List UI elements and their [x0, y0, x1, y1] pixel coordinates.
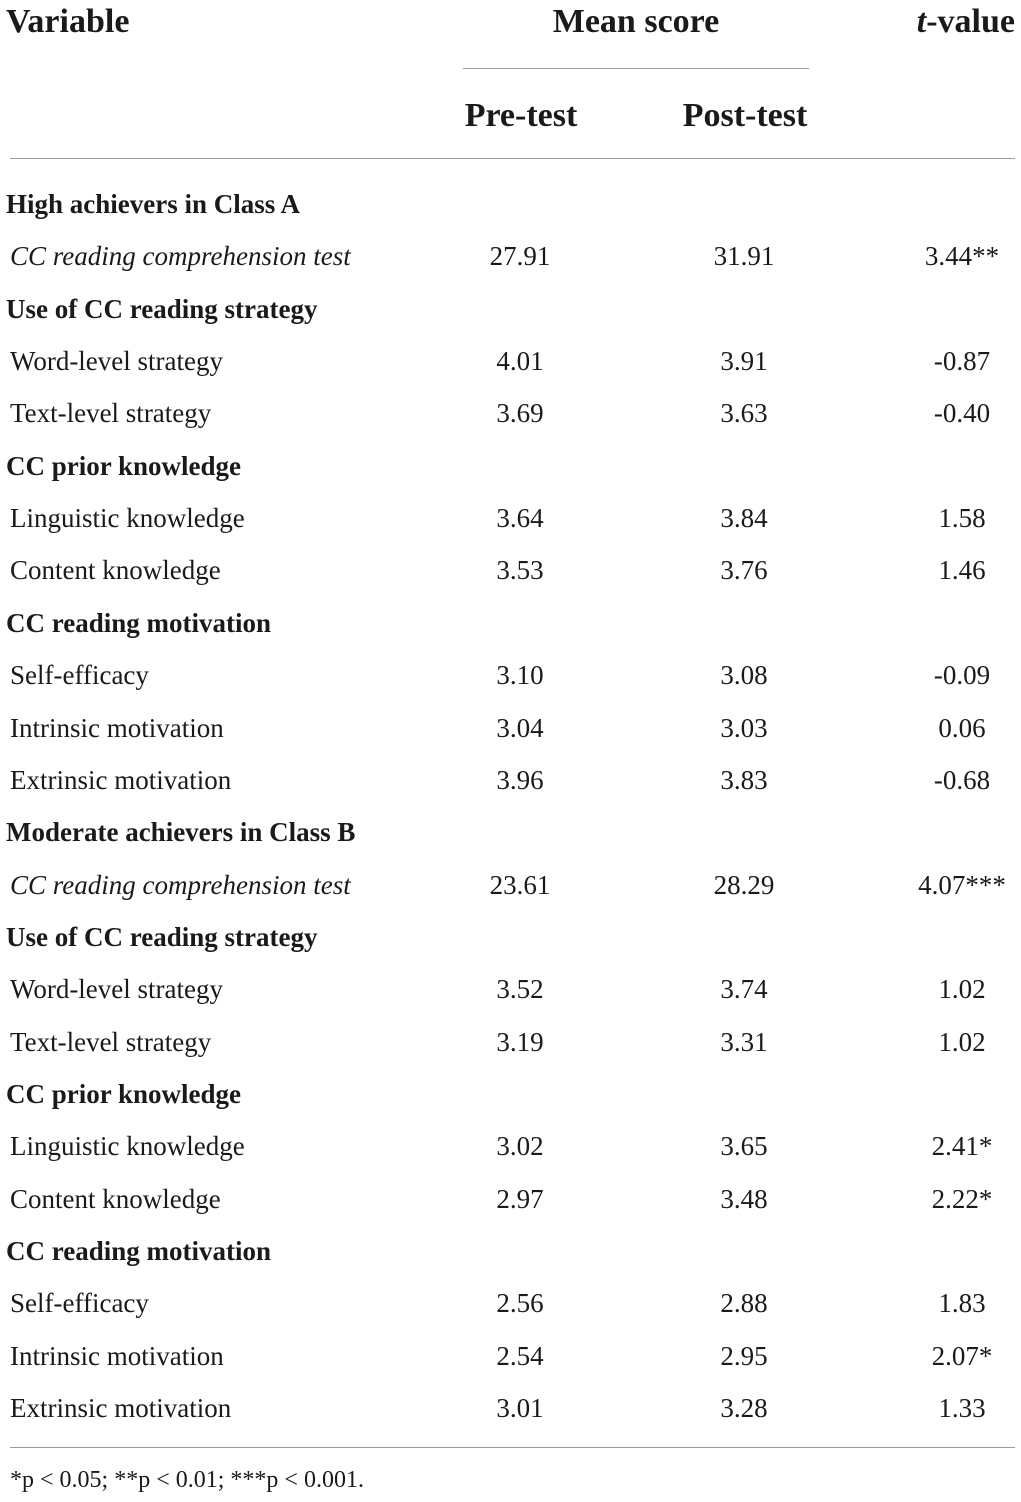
row-label: Content knowledge: [10, 555, 221, 585]
post-test-value: 28.29: [713, 870, 775, 900]
section-row: [0, 178, 1021, 230]
row-label: CC reading comprehension test: [10, 241, 351, 271]
table-row: [0, 1120, 1021, 1172]
table-row: [0, 649, 1021, 701]
post-test-value: 3.63: [720, 398, 768, 428]
t-value: 1.83: [938, 1288, 986, 1318]
table-row: [0, 859, 1021, 911]
pre-test-value: 3.52: [496, 974, 544, 1004]
table-row: [0, 754, 1021, 806]
t-value: 3.44**: [924, 241, 1000, 271]
section-label: CC prior knowledge: [6, 1079, 242, 1109]
post-test-value: 2.88: [720, 1288, 768, 1318]
pre-test-value: 3.53: [496, 555, 544, 585]
t-value: 0.06: [938, 713, 986, 743]
row-label: Word-level strategy: [10, 346, 223, 376]
header-t-italic: t: [916, 3, 927, 40]
post-test-value: 3.31: [720, 1027, 768, 1057]
pre-test-value: 2.54: [496, 1341, 544, 1371]
section-row: [0, 1225, 1021, 1277]
section-label: CC reading motivation: [6, 1236, 272, 1266]
header-mean-score: Mean score: [552, 3, 720, 40]
pre-test-value: 2.97: [496, 1184, 544, 1214]
t-value: -0.68: [933, 765, 991, 795]
t-value: -0.09: [933, 660, 991, 690]
post-test-value: 3.83: [720, 765, 768, 795]
table-row: [0, 1277, 1021, 1329]
row-label: Content knowledge: [10, 1184, 221, 1214]
section-label: CC reading motivation: [6, 608, 272, 638]
pre-test-value: 4.01: [496, 346, 544, 376]
table-row: [0, 1173, 1021, 1225]
header-divider: [10, 158, 1015, 159]
pre-test-value: 3.10: [496, 660, 544, 690]
table-row: [0, 1330, 1021, 1382]
t-value: 1.33: [938, 1393, 986, 1423]
row-label: Extrinsic motivation: [10, 765, 232, 795]
table-row: [0, 702, 1021, 754]
row-label: Text-level strategy: [10, 398, 212, 428]
section-label: Use of CC reading strategy: [6, 922, 318, 952]
post-test-value: 3.28: [720, 1393, 768, 1423]
t-value: -0.87: [933, 346, 991, 376]
t-value: 1.58: [938, 503, 986, 533]
pre-test-value: 23.61: [489, 870, 551, 900]
table-row: [0, 230, 1021, 282]
table-row: [0, 335, 1021, 387]
footnote: *p < 0.05; **p < 0.01; ***p < 0.001.: [10, 1467, 364, 1493]
post-test-value: 3.84: [720, 503, 768, 533]
t-value: -0.40: [933, 398, 991, 428]
t-value: 4.07***: [918, 870, 1006, 900]
row-label: Intrinsic motivation: [10, 713, 224, 743]
table-row: [0, 1382, 1021, 1434]
row-label: Text-level strategy: [10, 1027, 212, 1057]
row-label: Extrinsic motivation: [10, 1393, 232, 1423]
section-row: [0, 806, 1021, 858]
section-label: CC prior knowledge: [6, 451, 242, 481]
row-label: Linguistic knowledge: [10, 503, 245, 533]
post-test-value: 3.76: [720, 555, 768, 585]
section-row: [0, 283, 1021, 335]
row-label: Linguistic knowledge: [10, 1131, 245, 1161]
row-label: Self-efficacy: [10, 660, 149, 690]
pre-test-value: 2.56: [496, 1288, 544, 1318]
t-value: 1.02: [938, 1027, 986, 1057]
post-test-value: 3.48: [720, 1184, 768, 1214]
section-label: High achievers in Class A: [6, 189, 301, 219]
row-label: Intrinsic motivation: [10, 1341, 224, 1371]
section-label: Moderate achievers in Class B: [6, 817, 356, 847]
post-test-value: 3.91: [720, 346, 768, 376]
mean-score-underline: [463, 68, 809, 69]
pre-test-value: 27.91: [489, 241, 551, 271]
header-post-test: Post-test: [682, 97, 808, 134]
header-t-suffix: -value: [926, 3, 1015, 40]
row-label: Self-efficacy: [10, 1288, 149, 1318]
post-test-value: 3.74: [720, 974, 768, 1004]
t-value: 2.22*: [931, 1184, 993, 1214]
pre-test-value: 3.02: [496, 1131, 544, 1161]
pre-test-value: 3.04: [496, 713, 544, 743]
t-value: 1.46: [938, 555, 986, 585]
t-value: 2.07*: [931, 1341, 993, 1371]
header-t-value: [917, 2, 1015, 42]
section-row: [0, 1068, 1021, 1120]
section-row: [0, 597, 1021, 649]
section-row: [0, 440, 1021, 492]
table-row: [0, 387, 1021, 439]
post-test-value: 31.91: [713, 241, 775, 271]
table-row: [0, 1016, 1021, 1068]
table-row: [0, 544, 1021, 596]
header-variable: Variable: [6, 3, 130, 40]
t-value: 1.02: [938, 974, 986, 1004]
row-label: CC reading comprehension test: [10, 870, 351, 900]
pre-test-value: 3.01: [496, 1393, 544, 1423]
table-row: [0, 963, 1021, 1015]
pre-test-value: 3.19: [496, 1027, 544, 1057]
pre-test-value: 3.64: [496, 503, 544, 533]
post-test-value: 3.08: [720, 660, 768, 690]
pre-test-value: 3.96: [496, 765, 544, 795]
post-test-value: 3.65: [720, 1131, 768, 1161]
section-row: [0, 911, 1021, 963]
table-row: [0, 492, 1021, 544]
post-test-value: 2.95: [720, 1341, 768, 1371]
footer-divider: [10, 1447, 1015, 1448]
header-pre-test: Pre-test: [464, 97, 578, 134]
post-test-value: 3.03: [720, 713, 768, 743]
t-value: 2.41*: [931, 1131, 993, 1161]
section-label: Use of CC reading strategy: [6, 294, 318, 324]
row-label: Word-level strategy: [10, 974, 223, 1004]
pre-test-value: 3.69: [496, 398, 544, 428]
